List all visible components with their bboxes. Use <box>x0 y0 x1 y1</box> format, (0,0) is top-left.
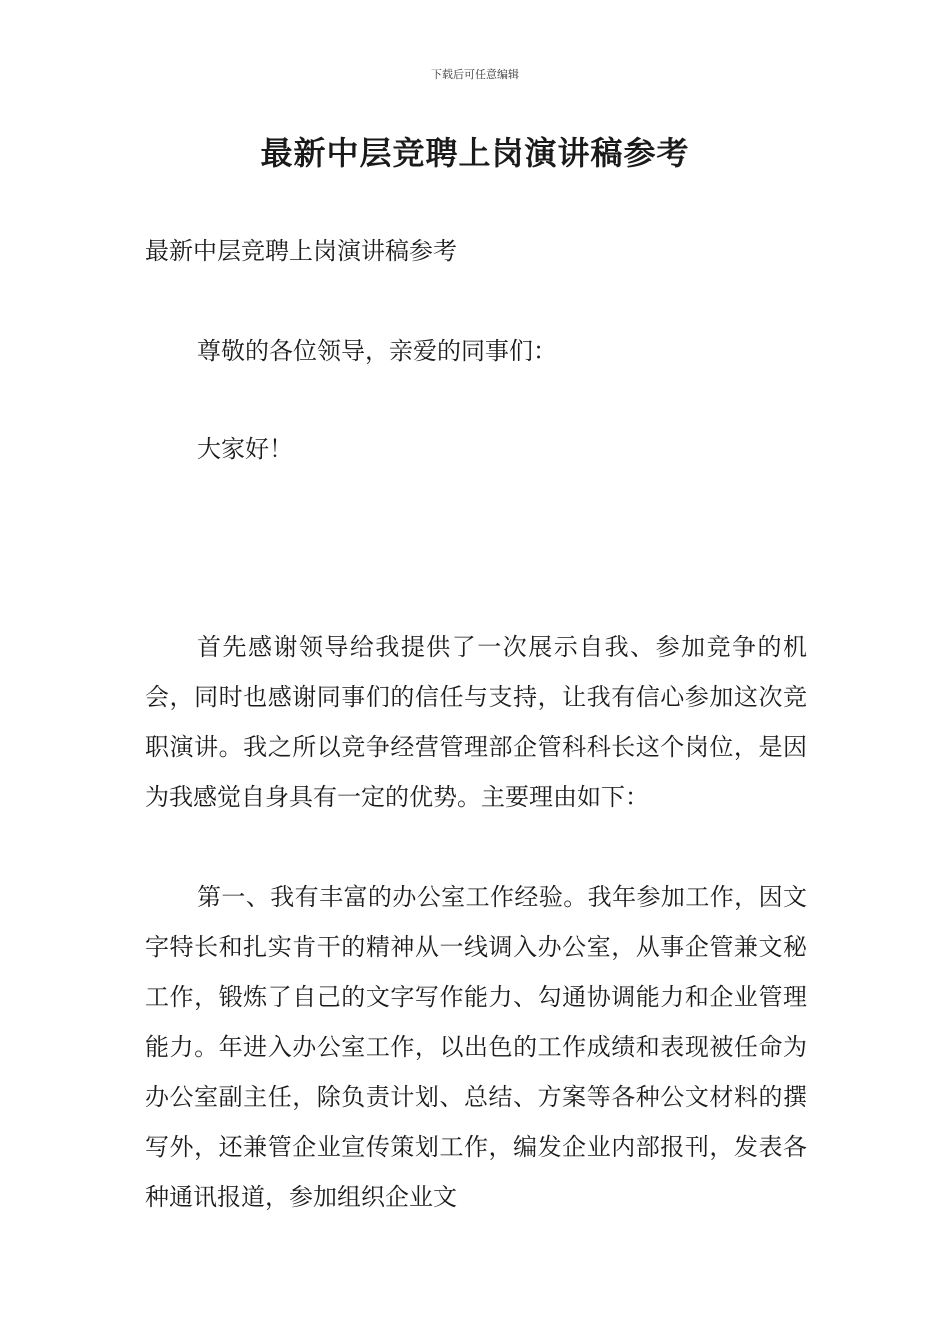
paragraph-1: 首先感谢领导给我提供了一次展示自我、参加竞争的机会，同时也感谢同事们的信任与支持，让我有信心参加这次竞职演讲。我之所以竞争经营管理部企管科科长这个岗位，是因为我感觉自身具有一定的优势。主要理由如下： <box>145 633 807 811</box>
document-subtitle: 最新中层竞聘上岗演讲稿参考 <box>145 237 457 265</box>
hello-line: 大家好！ <box>197 435 293 463</box>
greeting-line: 尊敬的各位领导，亲爱的同事们： <box>197 337 557 365</box>
header-note: 下载后可任意编辑 <box>431 68 519 81</box>
paragraph-2: 第一、我有丰富的办公室工作经验。我年参加工作，因文字特长和扎实肯干的精神从一线调入办公室，从事企管兼文秘工作，锻炼了自己的文字写作能力、勾通协调能力和企业管理能力。年进入办公室工作，以出色的工作成绩和表现被任命为办公室副主任，除负责计划、总结、方案等各种公文材料的撰写外，还兼管企业宣传策划工作，编发企业内部报刊，发表各种通讯报道，参加组织企业文 <box>145 883 807 1211</box>
document-title: 最新中层竞聘上岗演讲稿参考 <box>260 134 690 172</box>
